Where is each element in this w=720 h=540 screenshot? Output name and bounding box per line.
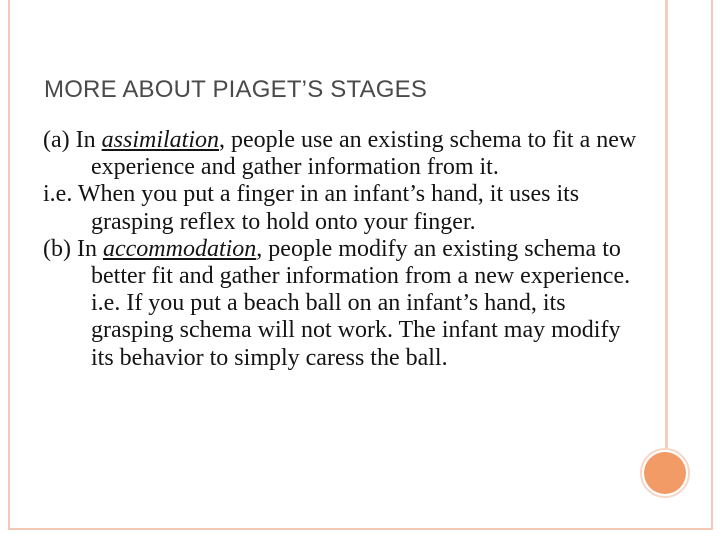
- paragraph-prefix: (a) In: [43, 127, 102, 153]
- paragraph-accommodation: [43, 236, 643, 372]
- paragraph-assimilation: [43, 127, 643, 181]
- paragraph-text: , people use an existing schema to fit a new experience and gather information from it.: [91, 127, 637, 181]
- paragraph-text: , people modify an existing schema to better fit and gather information from a new experience. i.e. If you put a beach ball on an infant’s hand, its grasping schema will not work. The infant may modify its behavior to simply caress the ball.: [91, 235, 631, 371]
- paragraph-example-grasping: i.e. When you put a finger in an infant’s hand, it uses its grasping reflex to hold onto your finger.: [43, 181, 580, 235]
- decorative-orange-circle: [644, 452, 686, 494]
- slide-title: MORE ABOUT PIAGET’S STAGES: [44, 76, 428, 103]
- paragraph-prefix: (b) In: [43, 235, 103, 262]
- slide-body: [43, 127, 643, 372]
- decorative-vertical-line: [665, 0, 668, 450]
- term-accommodation: accommodation: [102, 235, 257, 262]
- term-assimilation: assimilation: [101, 127, 219, 153]
